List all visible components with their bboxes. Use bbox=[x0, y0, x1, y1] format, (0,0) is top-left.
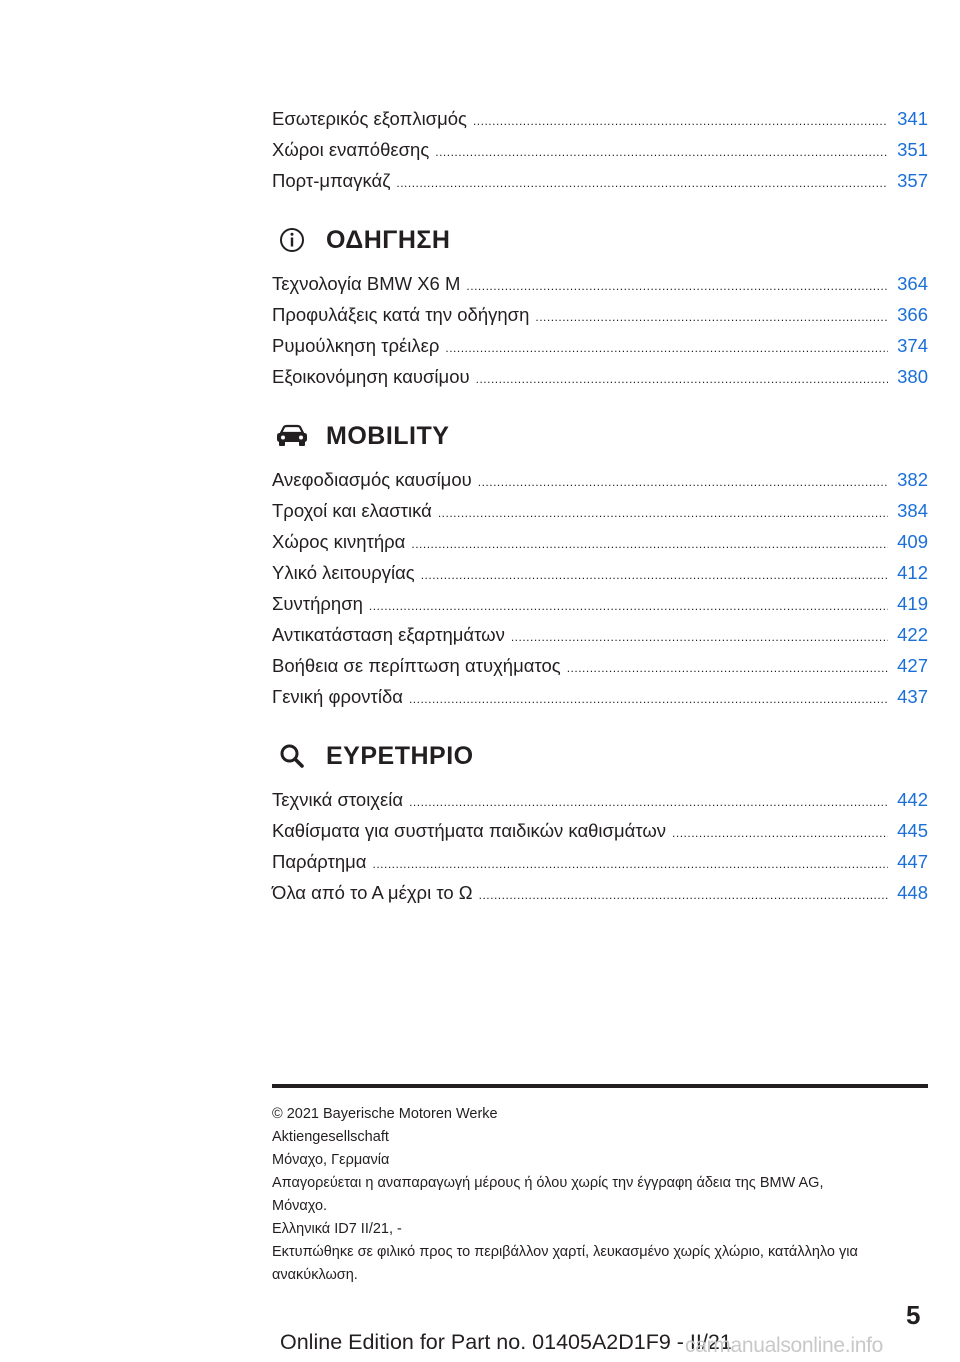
imprint-line: Μόναχο. bbox=[272, 1198, 328, 1214]
toc-entry-page[interactable]: 422 bbox=[897, 624, 928, 645]
dot-leader bbox=[409, 684, 888, 715]
dot-leader bbox=[476, 364, 888, 395]
imprint-line: Μόναχο, Γερμανία bbox=[272, 1152, 390, 1168]
page-number: 5 bbox=[906, 1300, 921, 1330]
toc-entry-title: Εξοικονόμηση καυσίμου bbox=[272, 366, 470, 387]
toc-entry[interactable] bbox=[272, 877, 928, 908]
toc-entry-page[interactable]: 427 bbox=[897, 655, 928, 676]
toc-entry[interactable] bbox=[272, 650, 928, 681]
toc-entry-title: Χώρος κινητήρα bbox=[272, 531, 406, 552]
dot-leader bbox=[369, 591, 888, 622]
dot-leader bbox=[478, 467, 888, 498]
car-icon bbox=[272, 420, 312, 452]
toc-entry-page[interactable]: 448 bbox=[897, 882, 928, 903]
toc-entry-page[interactable]: 445 bbox=[897, 820, 928, 841]
section-header-driving bbox=[272, 220, 928, 260]
imprint-line: Aktiengesellschaft bbox=[272, 1129, 389, 1145]
toc-entry[interactable] bbox=[272, 846, 928, 877]
toc-entry-title: Υλικό λειτουργίας bbox=[272, 562, 415, 583]
online-edition-footer: Online Edition for Part no. 01405A2D1F9 - II/21 bbox=[280, 1330, 732, 1354]
toc-entry-title: Αντικατάσταση εξαρτημάτων bbox=[272, 624, 505, 645]
toc-entry-title: Συντήρηση bbox=[272, 593, 363, 614]
section-header-mobility bbox=[272, 416, 928, 456]
dot-leader bbox=[479, 880, 888, 911]
toc-entry[interactable] bbox=[272, 619, 928, 650]
toc-entry-page[interactable]: 351 bbox=[897, 139, 928, 160]
toc-entry[interactable] bbox=[272, 268, 928, 299]
section-heading: MOBILITY bbox=[326, 421, 450, 450]
toc-entry-page[interactable]: 419 bbox=[897, 593, 928, 614]
toc-entry-page[interactable]: 357 bbox=[897, 170, 928, 191]
section-heading: ΟΔΗΓΗΣΗ bbox=[326, 225, 451, 254]
imprint-line: © 2021 Bayerische Motoren Werke bbox=[272, 1106, 498, 1122]
toc-entry-page[interactable]: 366 bbox=[897, 304, 928, 325]
dot-leader bbox=[445, 333, 888, 364]
toc-entry-page[interactable]: 380 bbox=[897, 366, 928, 387]
dot-leader bbox=[535, 302, 888, 333]
imprint-line: Εκτυπώθηκε σε φιλικό προς το περιβάλλον χαρτί, λευκασμένο χωρίς χλώριο, κατάλληλο για bbox=[272, 1244, 858, 1260]
dot-leader bbox=[396, 168, 888, 199]
toc-entry-title: Βοήθεια σε περίπτωση ατυχήματος bbox=[272, 655, 561, 676]
table-of-contents bbox=[272, 103, 928, 908]
toc-entry-title: Τεχνολογία BMW X6 M bbox=[272, 273, 461, 294]
toc-entry-title: Εσωτερικός εξοπλισμός bbox=[272, 108, 467, 129]
dot-leader bbox=[473, 106, 888, 137]
dot-leader bbox=[411, 529, 888, 560]
dot-leader bbox=[373, 849, 889, 880]
toc-entry[interactable] bbox=[272, 165, 928, 196]
toc-entry-page[interactable]: 442 bbox=[897, 789, 928, 810]
toc-entry-title: Παράρτημα bbox=[272, 851, 367, 872]
toc-entry[interactable] bbox=[272, 495, 928, 526]
toc-entry-page[interactable]: 364 bbox=[897, 273, 928, 294]
dot-leader bbox=[435, 137, 888, 168]
dot-leader bbox=[466, 271, 888, 302]
toc-entry-title: Γενική φροντίδα bbox=[272, 686, 403, 707]
imprint-line: Ελληνικά ID7 II/21, - bbox=[272, 1221, 402, 1237]
section-header-index bbox=[272, 736, 928, 776]
toc-entry-title: Ανεφοδιασμός καυσίμου bbox=[272, 469, 472, 490]
watermark: carmanualsonline.info bbox=[685, 1334, 883, 1357]
toc-entry-title: Όλα από το Α μέχρι το Ω bbox=[272, 882, 473, 903]
toc-entry-page[interactable]: 409 bbox=[897, 531, 928, 552]
imprint-block bbox=[272, 1103, 928, 1287]
toc-entry[interactable] bbox=[272, 330, 928, 361]
toc-entry[interactable] bbox=[272, 815, 928, 846]
toc-entry[interactable] bbox=[272, 588, 928, 619]
toc-entry-title: Χώροι εναπόθεσης bbox=[272, 139, 430, 160]
toc-entry-title: Ρυμούλκηση τρέιλερ bbox=[272, 335, 440, 356]
toc-entry-title: Πορτ-μπαγκάζ bbox=[272, 170, 391, 191]
toc-entry-page[interactable]: 341 bbox=[897, 108, 928, 129]
toc-entry-title: Τεχνικά στοιχεία bbox=[272, 789, 404, 810]
toc-entry-page[interactable]: 447 bbox=[897, 851, 928, 872]
toc-entry[interactable] bbox=[272, 557, 928, 588]
toc-entry[interactable] bbox=[272, 681, 928, 712]
info-icon bbox=[272, 224, 312, 256]
dot-leader bbox=[511, 622, 888, 653]
toc-entry[interactable] bbox=[272, 464, 928, 495]
toc-entry[interactable] bbox=[272, 526, 928, 557]
dot-leader bbox=[672, 818, 888, 849]
dot-leader bbox=[409, 787, 888, 818]
toc-entry-title: Τροχοί και ελαστικά bbox=[272, 500, 432, 521]
imprint-divider bbox=[272, 1084, 928, 1088]
toc-entry[interactable] bbox=[272, 103, 928, 134]
toc-entry[interactable] bbox=[272, 361, 928, 392]
toc-entry[interactable] bbox=[272, 299, 928, 330]
dot-leader bbox=[421, 560, 888, 591]
toc-entry-title: Προφυλάξεις κατά την οδήγηση bbox=[272, 304, 530, 325]
dot-leader bbox=[567, 653, 888, 684]
toc-entry-page[interactable]: 412 bbox=[897, 562, 928, 583]
section-heading: ΕΥΡΕΤΗΡΙΟ bbox=[326, 741, 474, 770]
imprint-line: Απαγορεύεται η αναπαραγωγή μέρους ή όλου χωρίς την έγγραφη άδεια της BMW AG, bbox=[272, 1175, 824, 1191]
toc-entry-title: Καθίσματα για συστήματα παιδικών καθισμάτων bbox=[272, 820, 667, 841]
dot-leader bbox=[438, 498, 888, 529]
toc-entry-page[interactable]: 437 bbox=[897, 686, 928, 707]
toc-entry[interactable] bbox=[272, 784, 928, 815]
toc-entry-page[interactable]: 382 bbox=[897, 469, 928, 490]
toc-entry-page[interactable]: 374 bbox=[897, 335, 928, 356]
search-icon bbox=[272, 740, 312, 772]
toc-entry-page[interactable]: 384 bbox=[897, 500, 928, 521]
toc-entry[interactable] bbox=[272, 134, 928, 165]
imprint-line: ανακύκλωση. bbox=[272, 1267, 358, 1283]
